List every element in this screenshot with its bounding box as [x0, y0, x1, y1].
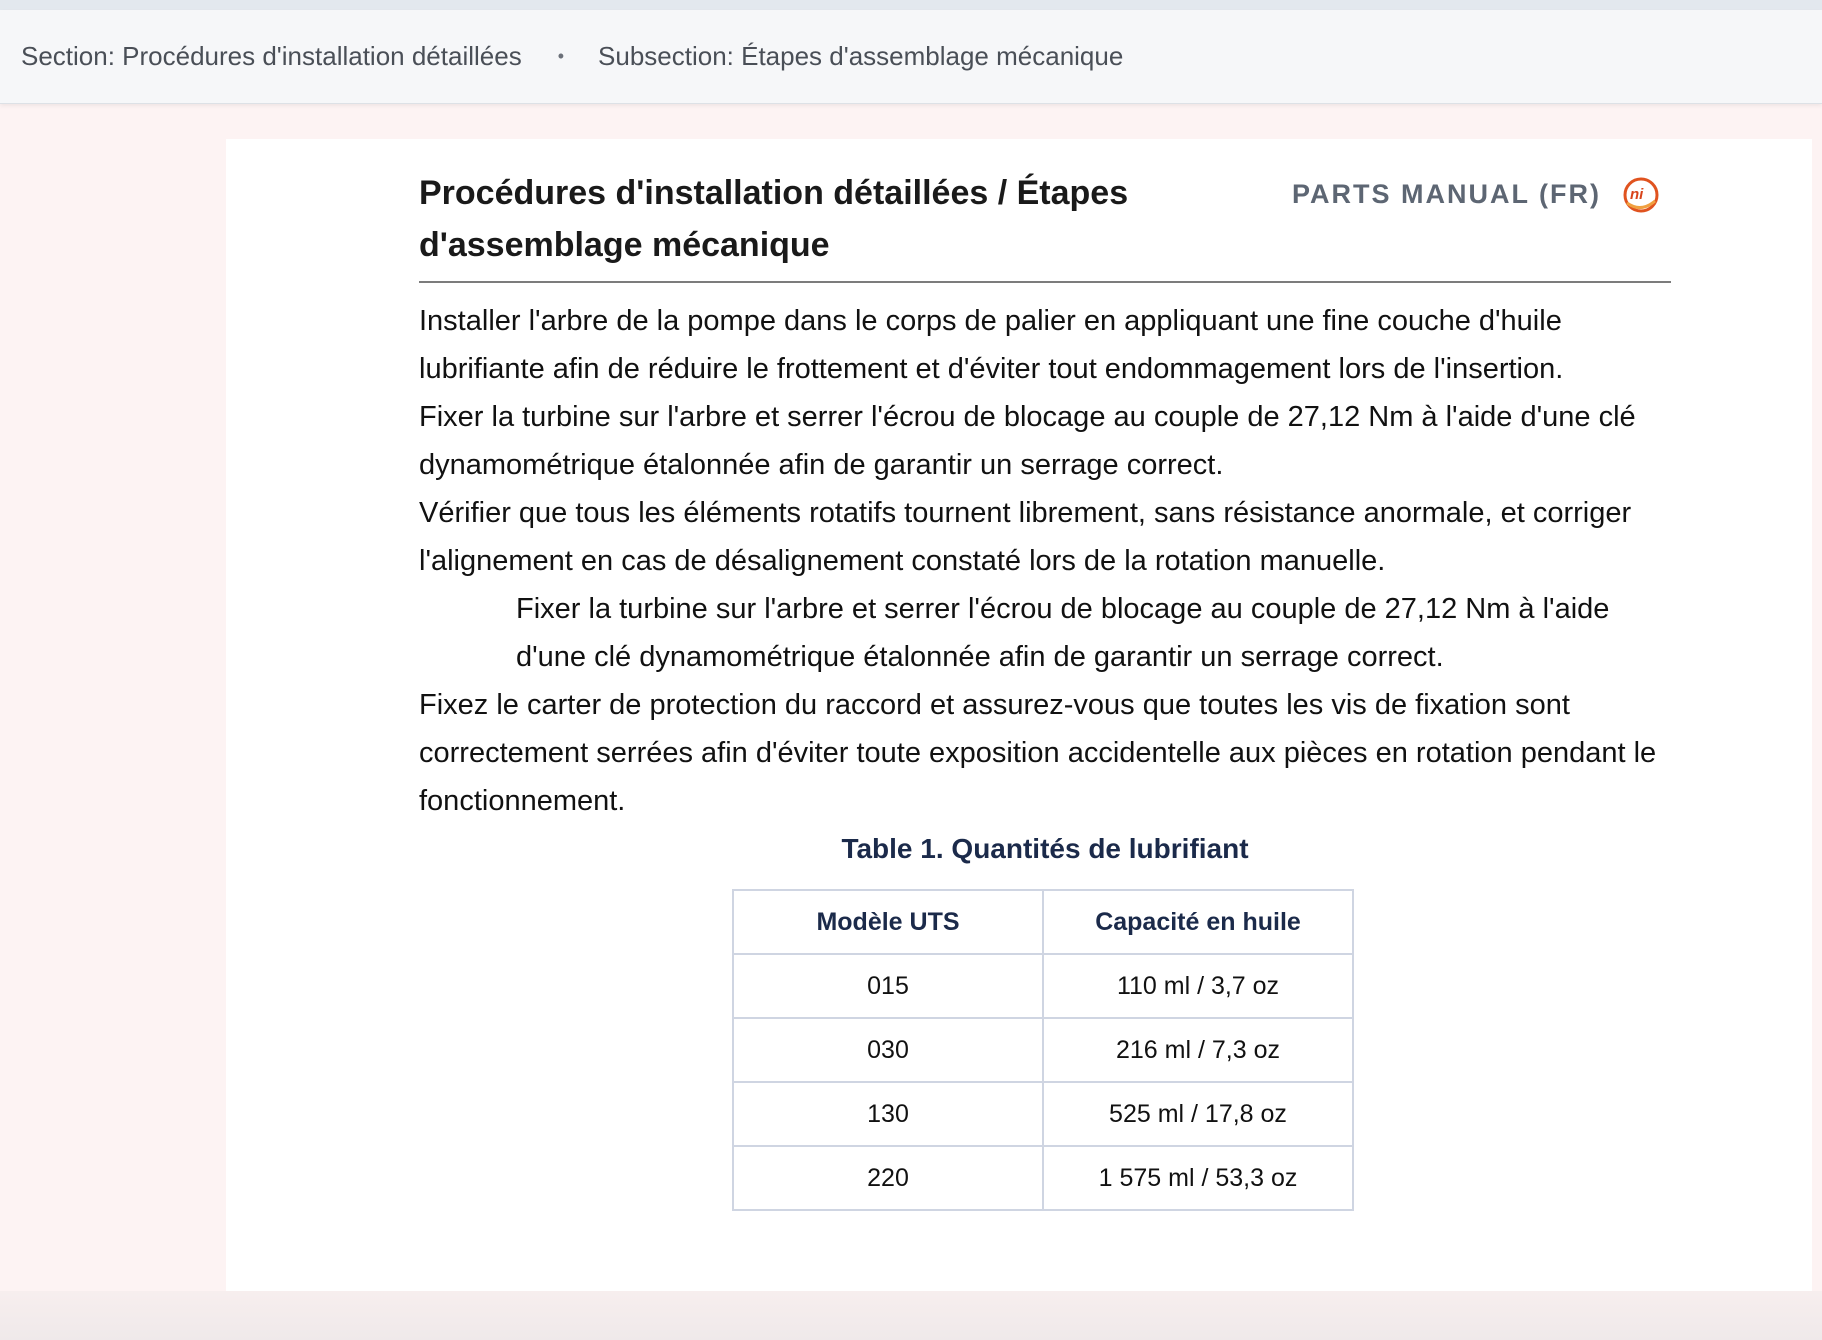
table-cell-model: 220	[733, 1146, 1043, 1210]
breadcrumb-subsection[interactable]: Subsection: Étapes d'assemblage mécanique	[598, 41, 1124, 71]
window-top-strip	[0, 0, 1822, 10]
table-caption: Table 1. Quantités de lubrifiant	[841, 833, 1249, 864]
table-cell-model: 030	[733, 1018, 1043, 1082]
instruction-paragraph: Vérifier que tous les éléments rotatifs tournent librement, sans résistance anormale, et corriger l'alignement en cas de désalignement constaté lors de la rotation manuelle.	[419, 497, 1632, 577]
breadcrumb-separator: •	[557, 46, 565, 66]
lubricant-table	[732, 889, 1354, 1211]
instruction-paragraph-indented: Fixer la turbine sur l'arbre et serrer l'écrou de blocage au couple de 27,12 Nm à l'aide d'une clé dynamométrique étalonnée afin de garantir un serrage correct.	[516, 593, 1610, 673]
document-content	[419, 139, 1671, 1211]
document-page	[226, 139, 1812, 1291]
manual-label: PARTS MANUAL (FR)	[1292, 179, 1601, 209]
table-row	[733, 1018, 1353, 1082]
table-row	[733, 1082, 1353, 1146]
table-header-row	[733, 890, 1353, 954]
instruction-paragraph: Fixer la turbine sur l'arbre et serrer l'écrou de blocage au couple de 27,12 Nm à l'aide d'une clé dynamométrique étalonnée afin de garantir un serrage correct.	[419, 401, 1636, 481]
table-cell-capacity: 110 ml / 3,7 oz	[1043, 954, 1353, 1018]
ni-logo-icon	[1621, 173, 1661, 215]
table-cell-capacity: 1 575 ml / 53,3 oz	[1043, 1146, 1353, 1210]
table-row	[733, 954, 1353, 1018]
document-header	[419, 139, 1671, 283]
column-header-model: Modèle UTS	[733, 890, 1043, 954]
window-bottom-strip	[0, 1291, 1822, 1340]
table-cell-model: 015	[733, 954, 1043, 1018]
instructions-body	[419, 297, 1671, 825]
breadcrumb-section[interactable]: Section: Procédures d'installation détaillées	[21, 41, 522, 71]
page-title: Procédures d'installation détaillées / Étapes d'assemblage mécanique	[419, 174, 1129, 264]
table-cell-model: 130	[733, 1082, 1043, 1146]
column-header-capacity: Capacité en huile	[1043, 890, 1353, 954]
table-cell-capacity: 525 ml / 17,8 oz	[1043, 1082, 1353, 1146]
instruction-paragraph: Installer l'arbre de la pompe dans le corps de palier en appliquant une fine couche d'huile lubrifiante afin de réduire le frottement et d'éviter tout endommagement lors de l'insertion.	[419, 305, 1564, 385]
table-cell-capacity: 216 ml / 7,3 oz	[1043, 1018, 1353, 1082]
instruction-paragraph: Fixez le carter de protection du raccord et assurez-vous que toutes les vis de fixation sont correctement serrées afin d'éviter toute exposition accidentelle aux pièces en rotation pendant le fonctionnement.	[419, 689, 1657, 817]
table-row	[733, 1146, 1353, 1210]
breadcrumb	[0, 10, 1822, 104]
svg-text:ni: ni	[1630, 186, 1644, 203]
